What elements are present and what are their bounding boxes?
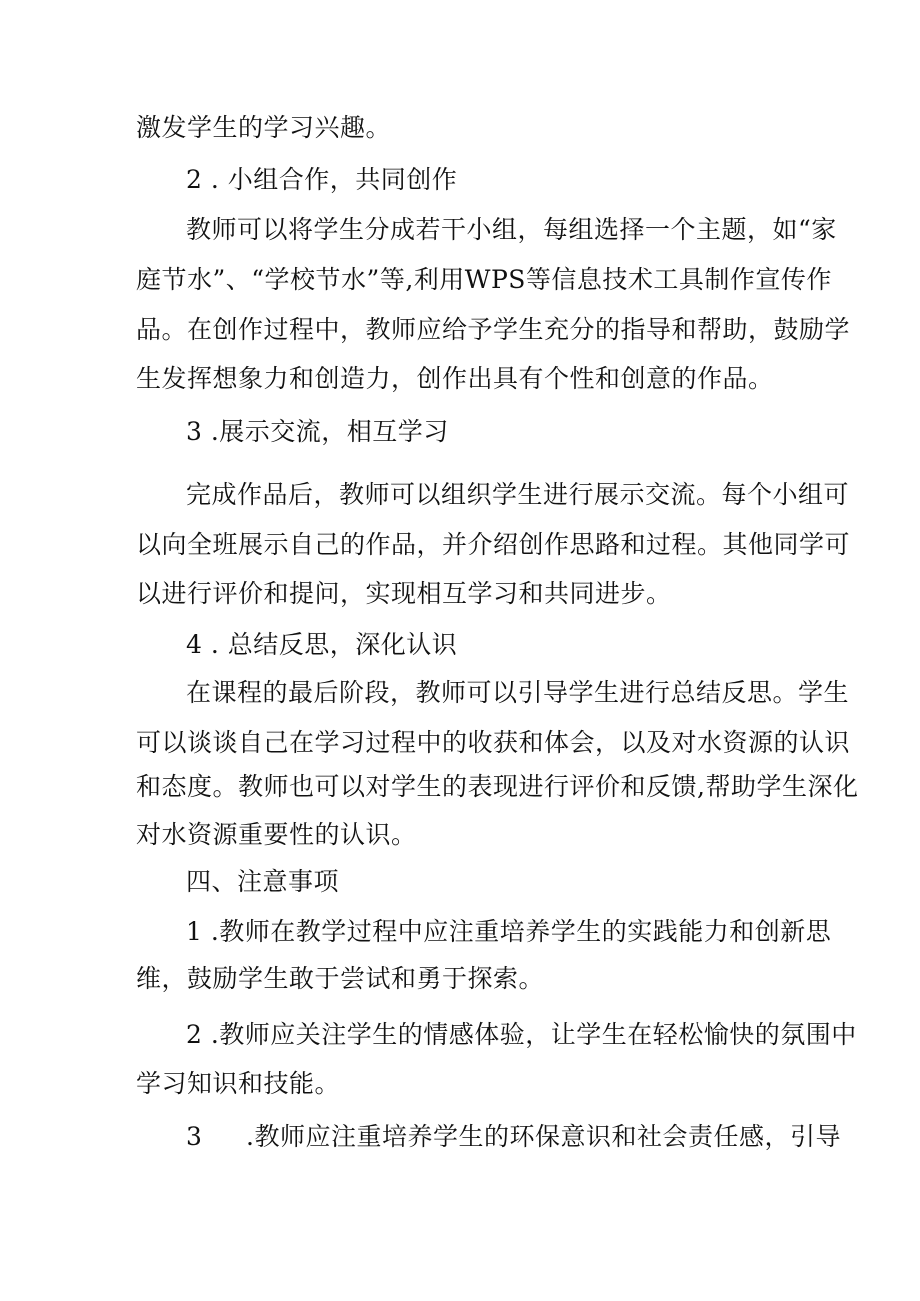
text-line-18: 维，鼓励学生敢于尝试和勇于探索。 (136, 964, 545, 993)
text-line-19: 2 .教师应关注学生的情感体验，让学生在轻松愉快的氛围中 (186, 1020, 857, 1049)
text-line-10: 以进行评价和提问，实现相互学习和共同进步。 (136, 579, 672, 608)
section-heading-notes: 四、注意事项 (186, 867, 340, 896)
text-line-20: 学习知识和技能。 (136, 1069, 341, 1098)
text-line-13: 可以谈谈自己在学习过程中的收获和体会，以及对水资源的认识 (136, 728, 851, 757)
item-number-3: 3 (186, 1122, 203, 1151)
text-line-14: 和态度。教师也可以对学生的表现进行评价和反馈,帮助学生深化 (136, 772, 859, 801)
text-line-4: 庭节水”、“学校节水”等,利用WPS等信息技术工具制作宣传作 (136, 265, 832, 294)
section-heading-3: 3 .展示交流，相互学习 (186, 417, 449, 446)
text-line-9: 以向全班展示自己的作品，并介绍创作思路和过程。其他同学可 (136, 530, 851, 559)
text-line-5: 品。在创作过程中，教师应给予学生充分的指导和帮助，鼓励学 (136, 315, 851, 344)
text-line-6: 生发挥想象力和创造力，创作出具有个性和创意的作品。 (136, 364, 774, 393)
text-line-15: 对水资源重要性的认识。 (136, 820, 417, 849)
text-line-3: 教师可以将学生分成若干小组，每组选择一个主题，如“家 (186, 215, 837, 244)
text-line-1: 激发学生的学习兴趣。 (136, 113, 392, 142)
text-line-8: 完成作品后，教师可以组织学生进行展示交流。每个小组可 (186, 480, 850, 509)
section-heading-2: 2 . 小组合作，共同创作 (186, 165, 458, 194)
section-heading-4: 4 . 总结反思，深化认识 (186, 630, 458, 659)
text-line-12: 在课程的最后阶段，教师可以引导学生进行总结反思。学生 (186, 678, 850, 707)
text-line-22: .教师应注重培养学生的环保意识和社会责任感，引导 (246, 1122, 841, 1151)
text-line-17: 1 .教师在教学过程中应注重培养学生的实践能力和创新思 (186, 917, 832, 946)
